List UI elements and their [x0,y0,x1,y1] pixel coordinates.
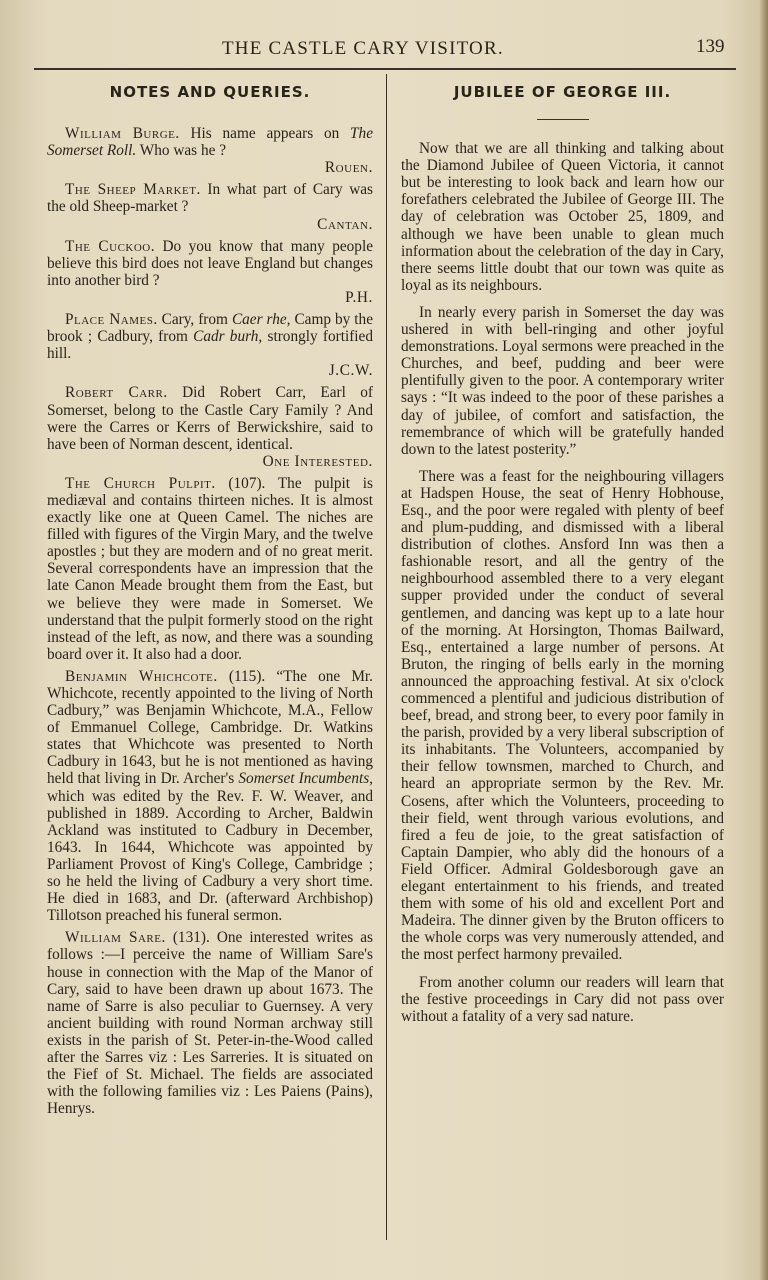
entry-william-burge [47,125,373,176]
entry-place-names [47,311,373,379]
entry-text: (115). “The one Mr. Whichcote, recently appointed to the living of North Cadbury,” was Benjamin Whichcote, M.A., Fellow of Emmanuel College, Cambridge. Dr. Watkins states that Whichcote was presented to North Cadbury in 1643, but he is not mentioned as having held that living in Dr. Archer's [47,667,373,788]
notes-and-queries-column [47,84,373,1122]
entry-benjamin-whichcote [47,668,373,924]
page-edge [760,0,768,1280]
entry-label: Place Names. [65,311,158,329]
entry-label: Robert Carr. [65,384,168,402]
entry-text: In what part of Cary was the old Sheep-market ? [47,181,373,216]
entry-text: (107). The pulpit is mediæval and contains thirteen niches. It is almost exactly like one at Queen Camel. The niches are filled with figures of the Virgin Mary, and the twelve apostles ; but they are modern and of no great merit. Several correspondents have an impression that the late Canon Meade brought them from the East, but we believe they were made in Somerset. We understand that the pulpit formerly stood on the right instead of the left, as now, and there was a sounding board over it. It also had a door. [47,474,373,663]
entry-text: which was edited by the Rev. F. W. Weaver, and published in 1889. According to Archer, Baldwin Ackland was instituted to Cadbury in December, 1643. In 1644, Whichcote was appointed by Parliament Provost of King's College, Cambridge ; so he held the living of Cadbury a very short time. He died in 1683, and Dr. (afterward Archbishop) Tillotson preached his funeral sermon. [47,787,373,925]
entry-italic: Somerset Incumbents, [238,770,374,788]
entry-text: strongly fortified hill. [47,328,373,363]
paragraph-text: There was a feast for the neighbouring villagers at Hadspen House, the seat of Henry Hobhouse, Esq., and the poor were regaled with plenty of beef and plum-pudding, and dismissed with a liberal distribution of clothes. Ansford Inn was then a fashionable resort, and all the gentry of the neighbourhood assembled there to a very elegant supper provided under the conduct of several gentlemen, and dancing was kept up to a late hour of the morning. At Horsington, Thomas Bailward, Esq., entertained a large number of persons. At Bruton, the ringing of bells early in the morning announced the approaching festival. At six o'clock commenced a plentiful and judicious distribution of beef, bread, and strong beer, to every poor family in the parish, provided by a very liberal subscription of its inhabitants. The Volunteers, accompanied by their fellow townsmen, marched to Church, and heard an appropriate sermon by the Rev. Mr. Cosens, after which the Volunteers, proceeding to their field, went through various evolutions, and fired a [401,467,724,844]
entry-text: Cary, from [157,311,232,329]
page-number: 139 [696,36,725,57]
entry-label: William Sare. [65,929,166,947]
entry-signature: One Interested. [262,452,373,470]
running-title: THE CASTLE CARY VISITOR. [222,38,504,59]
entry-signature: Rouen. [324,159,373,177]
heading-rule [537,119,589,120]
entry-label: Benjamin Whichcote. [65,667,218,685]
entry-label: William Burge. [65,125,180,143]
article-paragraph: From another column our readers will learn that the festive proceedings in Cary did not pass over without a fatality of a very sad nature. [401,973,724,1025]
header-rule [34,68,736,70]
column-divider [386,74,387,1240]
entry-text: Do you know that many people believe this bird does not leave England but changes into another bird ? [47,237,373,289]
article-paragraph [401,468,724,964]
entry-sheep-market [47,181,373,232]
entry-italic: Cadr burh, [193,328,263,346]
entry-italic: Caer rhe, [231,311,291,329]
article-paragraph: Now that we are all thinking and talking about the Diamond Jubilee of Queen Victoria, it cannot but be interesting to look back and learn how our forefathers celebrated the Jubilee of George III. The day of celebration was October 25, 1809, and although we have been unable to glean much information about the celebration of the day in Cary, there seems little doubt that our town was quite as loyal as its neighbours. [401,140,724,294]
entry-label: The Cuckoo. [65,237,156,255]
entry-william-sare [47,929,373,1117]
entry-signature: P.H. [345,288,373,306]
jubilee-article-column [401,84,724,1035]
entry-label: The Church Pulpit. [65,474,216,492]
entry-signature: J.C.W. [328,362,373,380]
entry-cuckoo [47,238,373,306]
entry-text: Who was he ? [136,142,227,160]
column-heading-left: NOTES AND QUERIES. [109,83,311,101]
article-paragraph: In nearly every parish in Somerset the day was ushered in with bell-ringing and other joyful demonstrations. Loyal sermons were preached in the Churches, and beef, pudding and beer were plentifully given to the poor. A contemporary writer says : “It was indeed to the poor of these parishes a day of jubilee, of comfort and satisfaction, the remembrance of which will be gratefully handed down to the latest posterity.” [401,303,724,458]
entry-church-pulpit [47,475,373,663]
entry-signature: Cantan. [317,215,373,233]
entry-text: (131). One interested writes as follows :—I perceive the name of William Sare's house in connection with the Map of the Manor of Cary, said to have been drawn up about 1673. The name of Sarre is also peculiar to Guernsey. A very ancient building with round Norman archway still exists in the parish of St. Peter-in-the-Wood called after the Sarres viz : Les Sarreries. It is situated on the Fief of St. Michael. The fields are associated with the following families viz : Les Paiens (Pains), Henrys. [47,929,373,1118]
entry-text: His name appears on [179,125,351,143]
paragraph-text: to the great satisfaction of Captain Dampier, who ably did the honours of a Field Officer. Admiral Goldesborough gave an elegant entertainment to his friends, and treated them with some of his old and excellent Port and Madeira. The dinner given by the Bruton officers to the whole corps was very numerously attended, and the most perfect harmony prevailed. [401,826,724,964]
column-heading-right: JUBILEE OF GEORGE III. [453,83,672,101]
entry-label: The Sheep Market. [65,181,201,199]
entry-italic: The Somerset Roll. [47,125,373,160]
paragraph-italic: feu de joie, [455,826,535,844]
entry-text: Did Robert Carr, Earl of Somerset, belong to the Castle Cary Family ? And were the Carres or Kerrs of Berwickshire, said to have been of Norman descent, identical. [47,384,373,453]
entry-text: Camp by the brook ; Cadbury, from [47,311,373,346]
entry-robert-carr [47,384,373,469]
